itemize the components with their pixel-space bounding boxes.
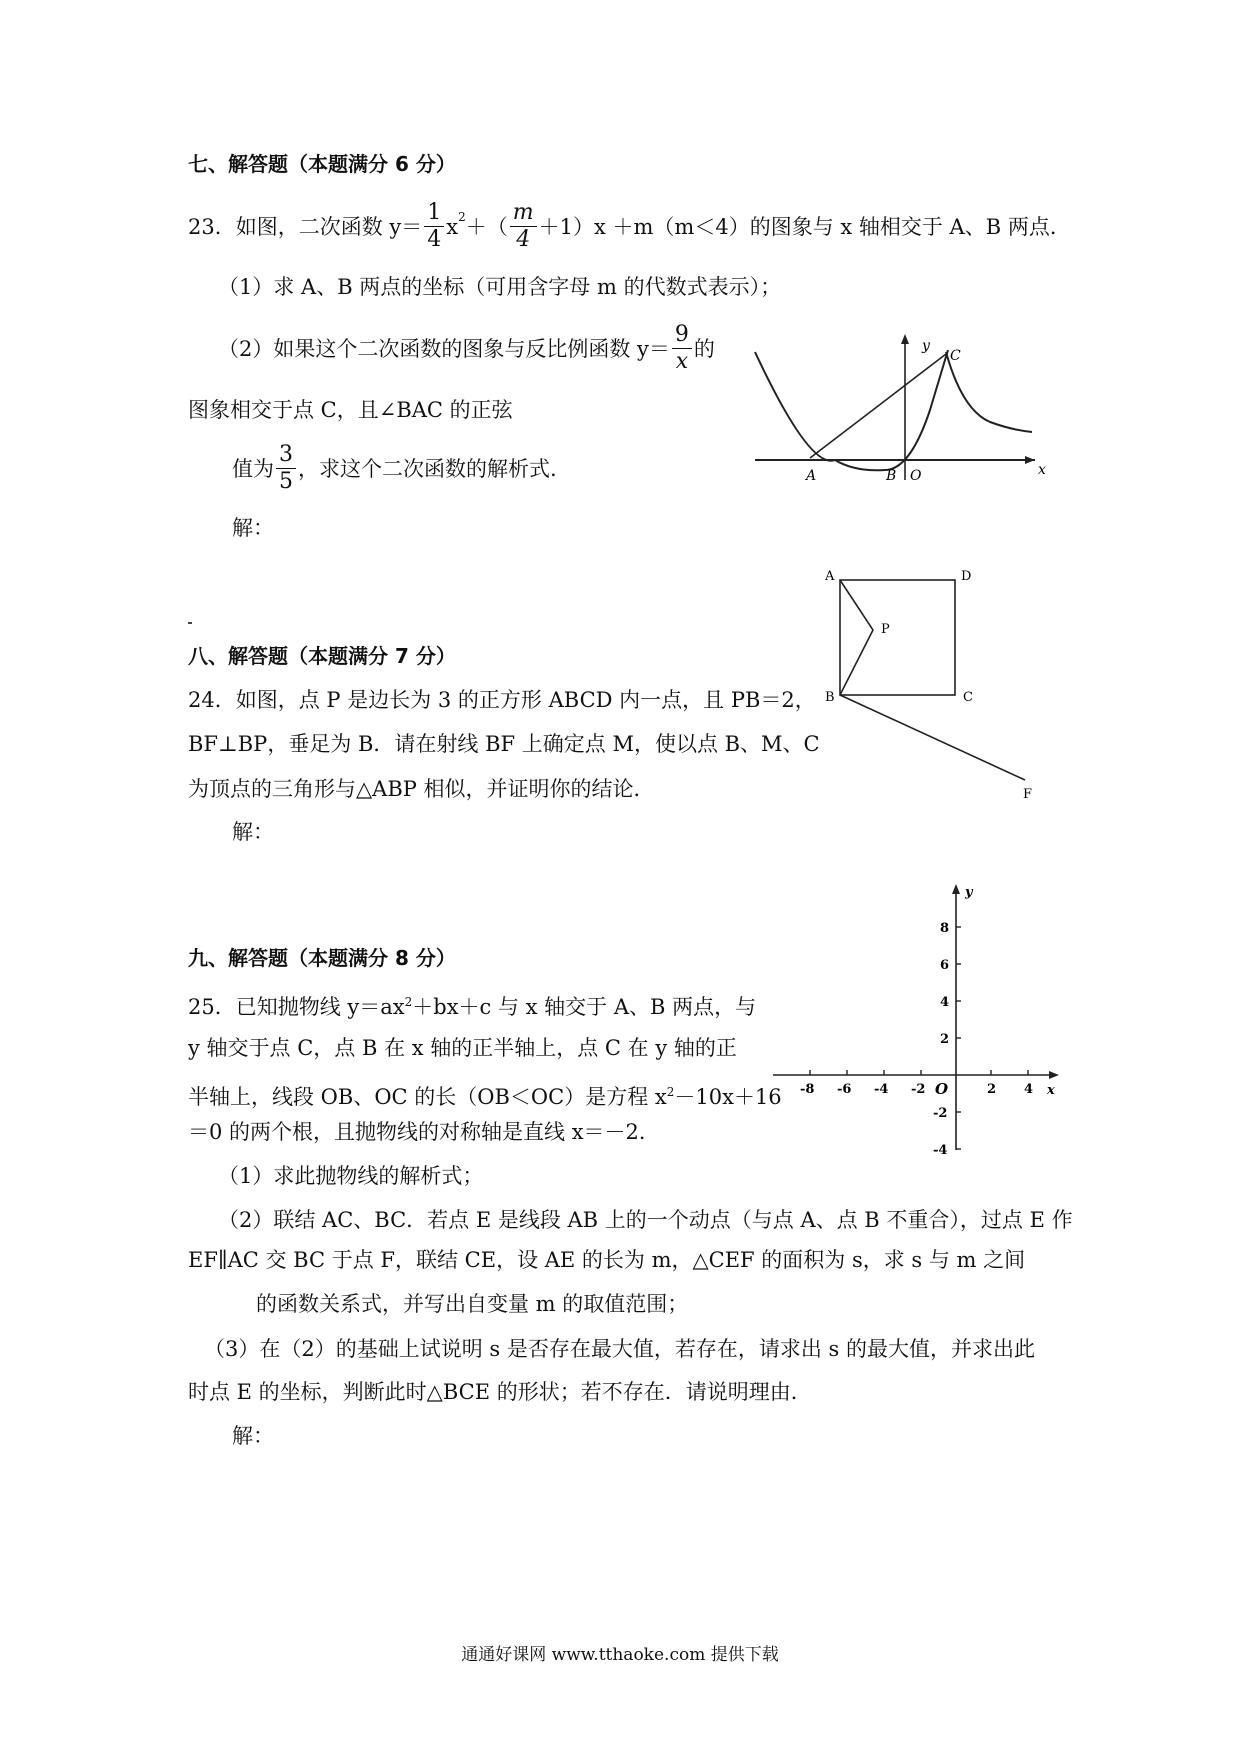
square-exponent: 2 [404, 995, 413, 1009]
square-ABCD [840, 580, 955, 695]
q23-intro-c: ＋（ [465, 214, 508, 239]
fraction-denominator: 5 [279, 469, 293, 494]
fraction-3-over-5 [276, 442, 296, 495]
x-tick-label: -8 [800, 1082, 815, 1097]
q25-part3-line2: 时点 E 的坐标，判断此时△BCE 的形状；若不存在．请说明理由． [188, 1380, 812, 1404]
label-P: P [881, 622, 890, 637]
label-C: C [963, 690, 973, 705]
fraction-numerator: m [510, 200, 537, 227]
fraction-one-quarter [424, 200, 444, 253]
page-footer: 通通好课网 www.tthaoke.com 提供下载 [461, 1645, 779, 1665]
q23-intro-a: 23．如图，二次函数 y＝ [188, 214, 423, 239]
section9-heading: 九、解答题（本题满分 8 分） [188, 946, 456, 970]
q23-part2-b: 的 [693, 336, 715, 361]
q23-part2-a: （2）如果这个二次函数的图象与反比例函数 y＝ [218, 336, 670, 361]
q25-part3-line1: （3）在（2）的基础上试说明 s 是否存在最大值，若存在，请求出 s 的最大值，并求出此 [204, 1337, 1035, 1361]
parabola-curve [755, 350, 948, 470]
label-C: C [950, 348, 961, 364]
y-tick-label: 2 [940, 1032, 950, 1047]
y-tick-label: 6 [940, 958, 950, 973]
fraction-denominator: x [675, 349, 689, 374]
q23-part2-line3-b: ，求这个二次函数的解析式. [298, 456, 557, 481]
y-tick-label: -4 [933, 1143, 948, 1158]
y-tick-label: 4 [940, 995, 950, 1010]
margin-mark [188, 622, 192, 624]
q24-answer-label: 解： [232, 820, 274, 844]
q23-intro-d: ＋1）x ＋m（m＜4）的图象与 x 轴相交于 A、B 两点． [538, 214, 1071, 239]
label-A: A [806, 468, 817, 484]
q25-line4: ＝0 的两个根，且抛物线的对称轴是直线 x＝－2． [188, 1120, 660, 1144]
q25-line2: y 轴交于点 C，点 B 在 x 轴的正半轴上，点 C 在 y 轴的正 [188, 1036, 737, 1060]
fraction-denominator: 4 [516, 227, 531, 252]
q25-part2-line1: （2）联结 AC、BC．若点 E 是线段 AB 上的一个动点（与点 A、点 B 不重合），过点 E 作 [218, 1208, 1073, 1232]
fraction-numerator: 1 [424, 200, 444, 227]
label-y: y [965, 885, 973, 900]
y-axis-arrow-icon [901, 334, 909, 344]
x-axis-arrow-icon [1049, 1071, 1059, 1079]
label-D: D [961, 569, 972, 584]
fraction-m-over-4 [510, 200, 537, 253]
q25-part1: （1）求此抛物线的解析式； [218, 1164, 484, 1188]
q23-part2-line3 [232, 442, 557, 495]
ray-BF [840, 695, 1025, 780]
section8-heading: 八、解答题（本题满分 7 分） [188, 644, 456, 668]
label-x: x [1038, 462, 1046, 478]
q24-line1: 24．如图，点 P 是边长为 3 的正方形 ABCD 内一点，且 PB＝2， [188, 688, 816, 712]
label-O: O [910, 468, 922, 484]
q25-line1-b: ＋bx＋c 与 x 轴交于 A、B 两点，与 [412, 995, 757, 1019]
q25-part2-line2: EF∥AC 交 BC 于点 F，联结 CE，设 AE 的长为 m，△CEF 的面积为 s，求 s 与 m 之间 [188, 1248, 1026, 1272]
q25-line3-a: 半轴上，线段 OB、OC 的长（OB＜OC）是方程 x [188, 1085, 667, 1109]
q23-figure [750, 330, 1050, 490]
label-A: A [825, 569, 835, 584]
segment-AC [810, 354, 946, 458]
q23-part1: （1）求 A、B 两点的坐标（可用含字母 m 的代数式表示）； [218, 275, 782, 299]
label-B: B [886, 468, 897, 484]
q25-line1 [188, 988, 756, 1021]
q25-part2-line3: 的函数关系式，并写出自变量 m 的取值范围； [256, 1292, 689, 1316]
q23-part2-line2: 图象相交于点 C，且∠BAC 的正弦 [188, 398, 513, 422]
x-tick-label: 4 [1024, 1082, 1034, 1097]
label-B: B [825, 690, 835, 705]
q24-line3: 为顶点的三角形与△ABP 相似，并证明你的结论． [188, 777, 655, 801]
q25-line3-b: －10x＋16 [674, 1085, 782, 1109]
q25-answer-label: 解： [232, 1424, 274, 1448]
x-tick-label: -4 [874, 1082, 889, 1097]
label-x: x [1047, 1083, 1055, 1098]
q24-figure [815, 565, 1040, 805]
q23-intro-b: x [446, 214, 459, 239]
q24-line2: BF⊥BP，垂足为 B．请在射线 BF 上确定点 M，使以点 B、M、C [188, 732, 820, 756]
fraction-numerator: 3 [276, 442, 296, 469]
y-axis-arrow-icon [952, 884, 960, 894]
y-tick-label: -2 [933, 1106, 948, 1121]
x-tick-label: -2 [911, 1082, 926, 1097]
label-origin: O [935, 1080, 949, 1098]
hyperbola-curve [946, 352, 1032, 432]
square-exponent: 2 [666, 1085, 675, 1099]
x-tick-label: 2 [987, 1082, 997, 1097]
q25-line3 [188, 1078, 782, 1111]
q23-part2-line3-a: 值为 [232, 456, 274, 481]
fraction-9-over-x [672, 322, 692, 375]
q23-answer-label: 解： [232, 516, 274, 540]
q23-intro [188, 200, 1071, 253]
segments-AP-PB [840, 580, 873, 695]
label-F: F [1023, 787, 1033, 802]
q23-part2-line1 [218, 322, 715, 375]
label-y: y [922, 338, 930, 354]
x-tick-label: -6 [837, 1082, 852, 1097]
square-exponent: 2 [458, 209, 466, 224]
fraction-denominator: 4 [427, 227, 442, 252]
q25-coordinate-axes [765, 880, 1065, 1160]
x-axis-arrow-icon [1025, 456, 1035, 464]
section7-heading: 七、解答题（本题满分 6 分） [188, 152, 456, 176]
fraction-numerator: 9 [672, 322, 692, 349]
y-tick-label: 8 [940, 921, 950, 936]
q25-line1-a: 25．已知抛物线 y＝ax [188, 995, 405, 1019]
